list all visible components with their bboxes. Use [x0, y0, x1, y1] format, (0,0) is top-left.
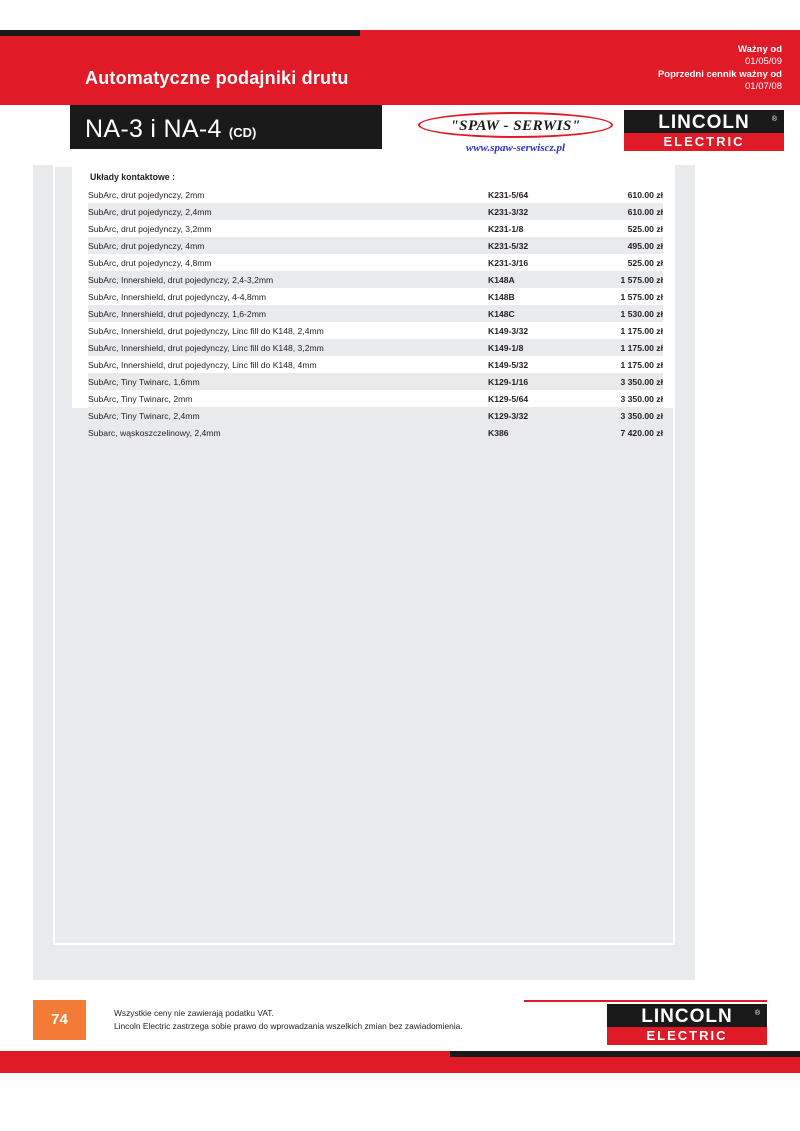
row-description: SubArc, Innershield, drut pojedynczy, 4-4,8mm — [88, 291, 267, 302]
row-description: SubArc, Innershield, drut pojedynczy, 2,4-3,2mm — [88, 271, 488, 288]
registered-trademark-icon-footer: ® — [754, 1010, 760, 1017]
row-product-code: K149-5/32 — [488, 359, 529, 370]
row-product-code: K129-5/64 — [488, 393, 529, 404]
row-description: SubArc, drut pojedynczy, 2,4mm — [88, 203, 488, 220]
partner-logo-text: "SPAW - SERWIS" — [450, 118, 581, 134]
table-row — [88, 305, 663, 322]
row-product-code: K231-1/8 — [488, 223, 524, 234]
row-product-code: K386 — [488, 427, 509, 438]
validity-date-previous: 01/07/08 — [745, 81, 782, 93]
row-price: 610.00 zł — [627, 189, 663, 200]
row-price: 1 530.00 zł — [593, 305, 663, 322]
lincoln-wordmark: LINCOLN — [658, 112, 750, 133]
model-name-text: NA-3 i NA-4 — [85, 115, 222, 143]
row-description: SubArc, drut pojedynczy, 3,2mm — [88, 223, 212, 234]
row-price: 525.00 zł — [627, 223, 663, 234]
table-row — [88, 237, 663, 254]
page-number: 74 — [51, 1011, 68, 1028]
row-description: SubArc, Tiny Twinarc, 1,6mm — [88, 373, 488, 390]
row-description: Subarc, wąskoszczelinowy, 2,4mm — [88, 427, 221, 438]
table-row — [88, 373, 663, 390]
row-price: 1 175.00 zł — [620, 325, 663, 336]
price-table — [88, 168, 663, 441]
footer-note — [114, 1007, 463, 1033]
lincoln-logo-footer — [607, 1004, 767, 1044]
table-row — [88, 203, 663, 220]
table-row — [88, 424, 663, 441]
table-row — [88, 220, 663, 237]
row-product-code: K231-3/32 — [488, 203, 593, 220]
footer-note-line-2: Lincoln Electric zastrzega sobie prawo do wprowadzania wszelkich zmian bez zawiadomienia. — [114, 1021, 463, 1031]
row-price: 3 350.00 zł — [593, 373, 663, 390]
table-row — [88, 254, 663, 271]
header-black-accent — [0, 30, 360, 36]
table-row — [88, 186, 663, 203]
row-price: 1 575.00 zł — [593, 271, 663, 288]
row-product-code: K148A — [488, 271, 593, 288]
model-name-suffix: (CD) — [228, 125, 257, 140]
table-row — [88, 390, 663, 407]
table-row — [88, 288, 663, 305]
table-row — [88, 339, 663, 356]
lincoln-subwordmark: ELECTRIC — [624, 133, 784, 151]
row-price: 610.00 zł — [593, 203, 663, 220]
row-description: SubArc, Tiny Twinarc, 2mm — [88, 393, 193, 404]
row-product-code: K231-3/16 — [488, 257, 529, 268]
row-product-code: K149-3/32 — [488, 325, 529, 336]
row-description: SubArc, Innershield, drut pojedynczy, Linc fill do K148, 4mm — [88, 359, 317, 370]
footer-divider — [524, 1000, 767, 1002]
row-product-code: K231-5/32 — [488, 237, 593, 254]
table-section-header-label: Układy kontaktowe : — [90, 171, 176, 182]
validity-label-from: Ważny od — [738, 44, 782, 55]
row-product-code: K148C — [488, 305, 593, 322]
table-section-header — [88, 168, 663, 186]
row-description: SubArc, Tiny Twinarc, 2,4mm — [88, 407, 488, 424]
row-description: SubArc, drut pojedynczy, 2mm — [88, 189, 205, 200]
row-price: 3 350.00 zł — [620, 393, 663, 404]
footer-black-accent — [450, 1051, 800, 1057]
validity-block — [658, 44, 782, 94]
row-price: 495.00 zł — [593, 237, 663, 254]
row-price: 1 575.00 zł — [620, 291, 663, 302]
row-price: 525.00 zł — [627, 257, 663, 268]
row-description: SubArc, drut pojedynczy, 4mm — [88, 237, 488, 254]
price-table-body — [88, 168, 663, 441]
lincoln-subwordmark-footer: ELECTRIC — [607, 1027, 767, 1045]
row-description: SubArc, Innershield, drut pojedynczy, 1,6-2mm — [88, 305, 488, 322]
row-price: 3 350.00 zł — [593, 407, 663, 424]
model-name — [85, 115, 256, 144]
row-description: SubArc, Innershield, drut pojedynczy, Linc fill do K148, 2,4mm — [88, 325, 324, 336]
row-product-code: K149-1/8 — [488, 339, 593, 356]
partner-logo-ellipse — [418, 112, 613, 138]
registered-trademark-icon: ® — [771, 116, 777, 123]
row-price: 7 420.00 zł — [620, 427, 663, 438]
table-row — [88, 356, 663, 373]
row-product-code: K129-1/16 — [488, 373, 593, 390]
validity-label-previous: Poprzedni cennik ważny od — [657, 68, 782, 80]
table-row — [88, 322, 663, 339]
footer-note-line-1: Wszystkie ceny nie zawierają podatku VAT. — [114, 1008, 274, 1018]
table-row — [88, 271, 663, 288]
row-description: SubArc, drut pojedynczy, 4,8mm — [88, 257, 212, 268]
partner-logo — [418, 112, 613, 154]
validity-date-from: 01/05/09 — [745, 56, 782, 68]
row-description: SubArc, Innershield, drut pojedynczy, Linc fill do K148, 3,2mm — [88, 339, 488, 356]
page-number-badge — [33, 1000, 86, 1040]
lincoln-wordmark-footer: LINCOLN — [641, 1006, 733, 1027]
row-product-code: K129-3/32 — [488, 407, 593, 424]
table-row — [88, 407, 663, 424]
row-product-code: K148B — [488, 291, 515, 302]
row-price: 1 175.00 zł — [620, 359, 663, 370]
partner-website-link[interactable]: www.spaw-serwiscz.pl — [465, 142, 566, 154]
lincoln-logo-header — [624, 110, 784, 150]
row-product-code: K231-5/64 — [488, 189, 529, 200]
page-title: Automatyczne podajniki drutu — [85, 68, 349, 88]
row-price: 1 175.00 zł — [593, 339, 663, 356]
